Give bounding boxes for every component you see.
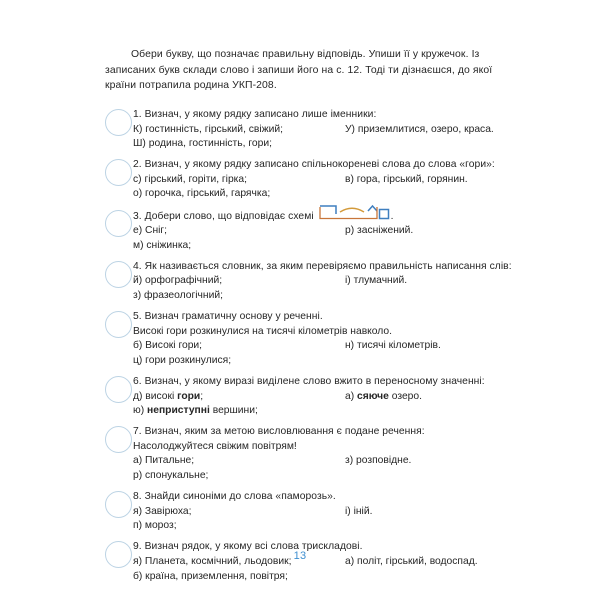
question-block (105, 209, 525, 254)
question-title: 6. Визнач, у якому виразі виділене слово вжито в переносному значенні: (133, 376, 485, 387)
option-row (133, 454, 525, 469)
option-row (133, 339, 525, 354)
option-group (133, 454, 525, 483)
questions-list (105, 108, 525, 591)
option-row (133, 187, 525, 202)
answer-bubble[interactable] (105, 376, 132, 403)
option-left: Ш) родина, гостинність, гори; (133, 138, 272, 150)
option-left: К) гостинність, гірський, свіжий; (133, 123, 283, 135)
intro-paragraph: Обери букву, що позначає правильну відповідь. Упиши її у кружечок. Із записаних букв склади слово і запиши його на с. 12. Тоді ти дізнаєшся, до якої країни потрапила родина УКП-208. (105, 49, 493, 92)
option-right: в) гора, гірський, горянин. (345, 173, 468, 185)
question-body (105, 540, 525, 584)
option-left: я) Планета, космічний, льодовик; (133, 556, 292, 568)
question-body (105, 490, 525, 534)
question-block (105, 375, 525, 419)
question-title: 7. Визнач, яким за метою висловлювання є подане речення: (133, 426, 425, 438)
option-group (133, 339, 525, 368)
question-block (105, 425, 525, 483)
page-number: 13 (293, 550, 307, 562)
option-left: п) мороз; (133, 520, 177, 532)
option-right: з) розповідне. (345, 455, 412, 467)
option-left: з) фразеологічний; (133, 290, 223, 302)
option-right: а) сяюче озеро. (345, 390, 422, 402)
emphasized-word: неприступні (147, 405, 210, 417)
option-left: я) Завірюха; (133, 505, 192, 517)
question-body (105, 260, 525, 304)
question-body (105, 310, 525, 368)
option-left: ю) неприступні вершини; (133, 405, 258, 417)
option-left: о) горочка, гірський, гарячка; (133, 188, 271, 200)
option-right: а) політ, гірський, водоспад. (345, 556, 478, 568)
option-row (133, 224, 525, 239)
option-row (133, 390, 525, 405)
option-left: р) спонукальне; (133, 470, 209, 482)
question-body (105, 209, 525, 254)
option-left: б) країна, приземлення, повітря; (133, 570, 288, 582)
answer-bubble[interactable] (105, 261, 132, 288)
answer-bubble[interactable] (105, 491, 132, 518)
option-row (133, 239, 525, 254)
question-title: 5. Визнач граматичну основу у реченні. (133, 311, 323, 323)
question-body (105, 158, 525, 202)
option-left: д) високі гори; (133, 390, 204, 402)
option-left: б) Високі гори; (133, 340, 203, 352)
emphasized-word: сяюче (357, 390, 389, 402)
question-body (105, 425, 525, 483)
answer-bubble[interactable] (105, 109, 132, 136)
option-row (133, 570, 525, 585)
option-row (133, 137, 525, 152)
question-title: 8. Знайди синоніми до слова «паморозь». (133, 491, 336, 503)
question-block (105, 540, 525, 584)
option-row (133, 274, 525, 289)
option-row (133, 505, 525, 520)
question-block (105, 108, 525, 152)
question-block (105, 310, 525, 368)
option-group (133, 123, 525, 152)
question-sentence: Високі гори розкинулися на тисячі кілометрів навколо. (133, 325, 392, 337)
option-left: м) сніжинка; (133, 239, 192, 251)
question-block (105, 158, 525, 202)
question-title: 3. Добери слово, що відповідає схемі . (133, 209, 525, 225)
option-right: У) приземлитися, озеро, краса. (345, 123, 494, 135)
option-group (133, 173, 525, 202)
option-left: ц) гори розкинулися; (133, 354, 232, 366)
option-right: і) тлумачний. (345, 275, 408, 287)
option-group (133, 505, 525, 534)
option-row (133, 519, 525, 534)
question-block (105, 260, 525, 304)
answer-bubble[interactable] (105, 311, 132, 338)
morpheme-scheme-icon (318, 209, 390, 222)
question-block (105, 490, 525, 534)
option-left: а) Питальне; (133, 455, 195, 467)
question-sentence: Насолоджуйтеся свіжим повітрям! (133, 440, 297, 452)
option-group (133, 224, 525, 253)
emphasized-word: гори (177, 390, 201, 402)
option-group (133, 274, 525, 303)
option-row (133, 123, 525, 138)
option-left: й) орфографічний; (133, 275, 223, 287)
question-body (105, 108, 525, 152)
option-row (133, 469, 525, 484)
option-row (133, 404, 525, 419)
question-body (105, 375, 525, 419)
option-left: с) гірський, горіти, гірка; (133, 173, 247, 185)
option-left: е) Сніг; (133, 225, 168, 237)
option-right: і) іній. (345, 505, 373, 517)
answer-bubble[interactable] (105, 210, 132, 237)
option-group (133, 390, 525, 419)
option-right: р) засніжений. (345, 225, 414, 237)
option-row (133, 354, 525, 369)
question-title: 2. Визнач, у якому рядку записано спільнокореневі слова до слова «гори»: (133, 159, 495, 171)
question-title: 4. Як називається словник, за яким перевіряємо правильність написання слів: (133, 260, 512, 272)
question-title: 9. Визнач рядок, у якому всі слова трискладові. (133, 541, 363, 553)
option-row (133, 173, 525, 188)
option-row (133, 289, 525, 304)
question-title: 1. Визнач, у якому рядку записано лише іменники: (133, 109, 377, 120)
option-right: н) тисячі кілометрів. (345, 340, 441, 352)
